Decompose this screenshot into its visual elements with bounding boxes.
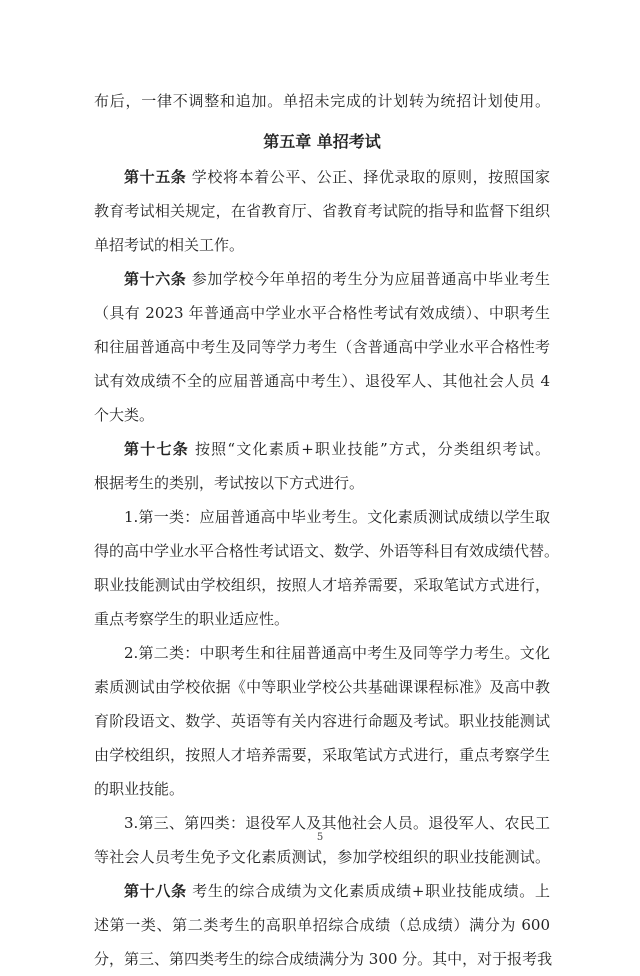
text-line: 分，第三、第四类考生的综合成绩满分为 300 分。其中，对于报考我 <box>94 950 553 968</box>
article-18-line <box>94 874 550 908</box>
text-line: 根据考生的类别，考试按以下方式进行。 <box>94 474 365 492</box>
article-18-label: 第十八条 <box>124 882 187 900</box>
page-number: 5 <box>316 832 324 843</box>
article-15-line <box>94 160 550 194</box>
text-line: 单招考试的相关工作。 <box>94 236 245 254</box>
text-line: 个大类。 <box>94 406 155 424</box>
text-line: 的职业技能。 <box>94 780 185 798</box>
article-17-line <box>94 432 550 466</box>
text-line: 试有效成绩不全的应届普通高中考生）、退役军人、其他社会人员 4 <box>94 372 550 390</box>
text-line: 职业技能测试由学校组织，按照人才培养需要，采取笔试方式进行， <box>94 576 550 594</box>
text-line: 由学校组织，按照人才培养需要，采取笔试方式进行，重点考察学生 <box>94 746 550 764</box>
article-18-text: 考生的综合成绩为文化素质成绩+职业技能成绩。上 <box>192 882 550 900</box>
article-16-text: 参加学校今年单招的考生分为应届普通高中毕业考生 <box>191 270 550 288</box>
article-17-text: 按照“文化素质+职业技能”方式，分类组织考试。 <box>194 440 550 458</box>
article-15-text: 学校将本着公平、公正、择优录取的原则，按照国家 <box>191 168 550 186</box>
text-line: 教育考试相关规定，在省教育厅、省教育考试院的指导和监督下组织 <box>94 202 550 220</box>
text-line: 等社会人员考生免予文化素质测试，参加学校组织的职业技能测试。 <box>94 848 550 866</box>
category-1-line: 1.第一类：应届普通高中毕业考生。文化素质测试成绩以学生取 <box>124 508 550 526</box>
text-line: 素质测试由学校依据《中等职业学校公共基础课课程标准》及高中教 <box>94 678 550 696</box>
text-line: 述第一类、第二类考生的高职单招综合成绩（总成绩）满分为 600 <box>94 916 550 934</box>
text-line: （具有 2023 年普通高中学业水平合格性考试有效成绩）、中职考生 <box>94 304 550 322</box>
chapter-title: 第五章 单招考试 <box>263 132 381 151</box>
category-3-line: 3.第三、第四类：退役军人及其他社会人员。退役军人、农民工 <box>124 814 550 832</box>
article-17-label: 第十七条 <box>124 440 189 458</box>
text-line: 布后，一律不调整和追加。单招未完成的计划转为统招计划使用。 <box>94 92 550 110</box>
category-2-line: 2.第二类：中职考生和往届普通高中考生及同等学力考生。文化 <box>124 644 550 662</box>
article-15-label: 第十五条 <box>124 168 187 186</box>
text-line: 重点考察学生的职业适应性。 <box>94 610 290 628</box>
text-line: 得的高中学业水平合格性考试语文、数学、外语等科目有效成绩代替。 <box>94 542 560 560</box>
text-line: 和往届普通高中考生及同等学力考生（含普通高中学业水平合格性考 <box>94 338 550 356</box>
text-line: 育阶段语文、数学、英语等有关内容进行命题及考试。职业技能测试 <box>94 712 550 730</box>
article-16-line <box>94 262 550 296</box>
article-16-label: 第十六条 <box>124 270 187 288</box>
